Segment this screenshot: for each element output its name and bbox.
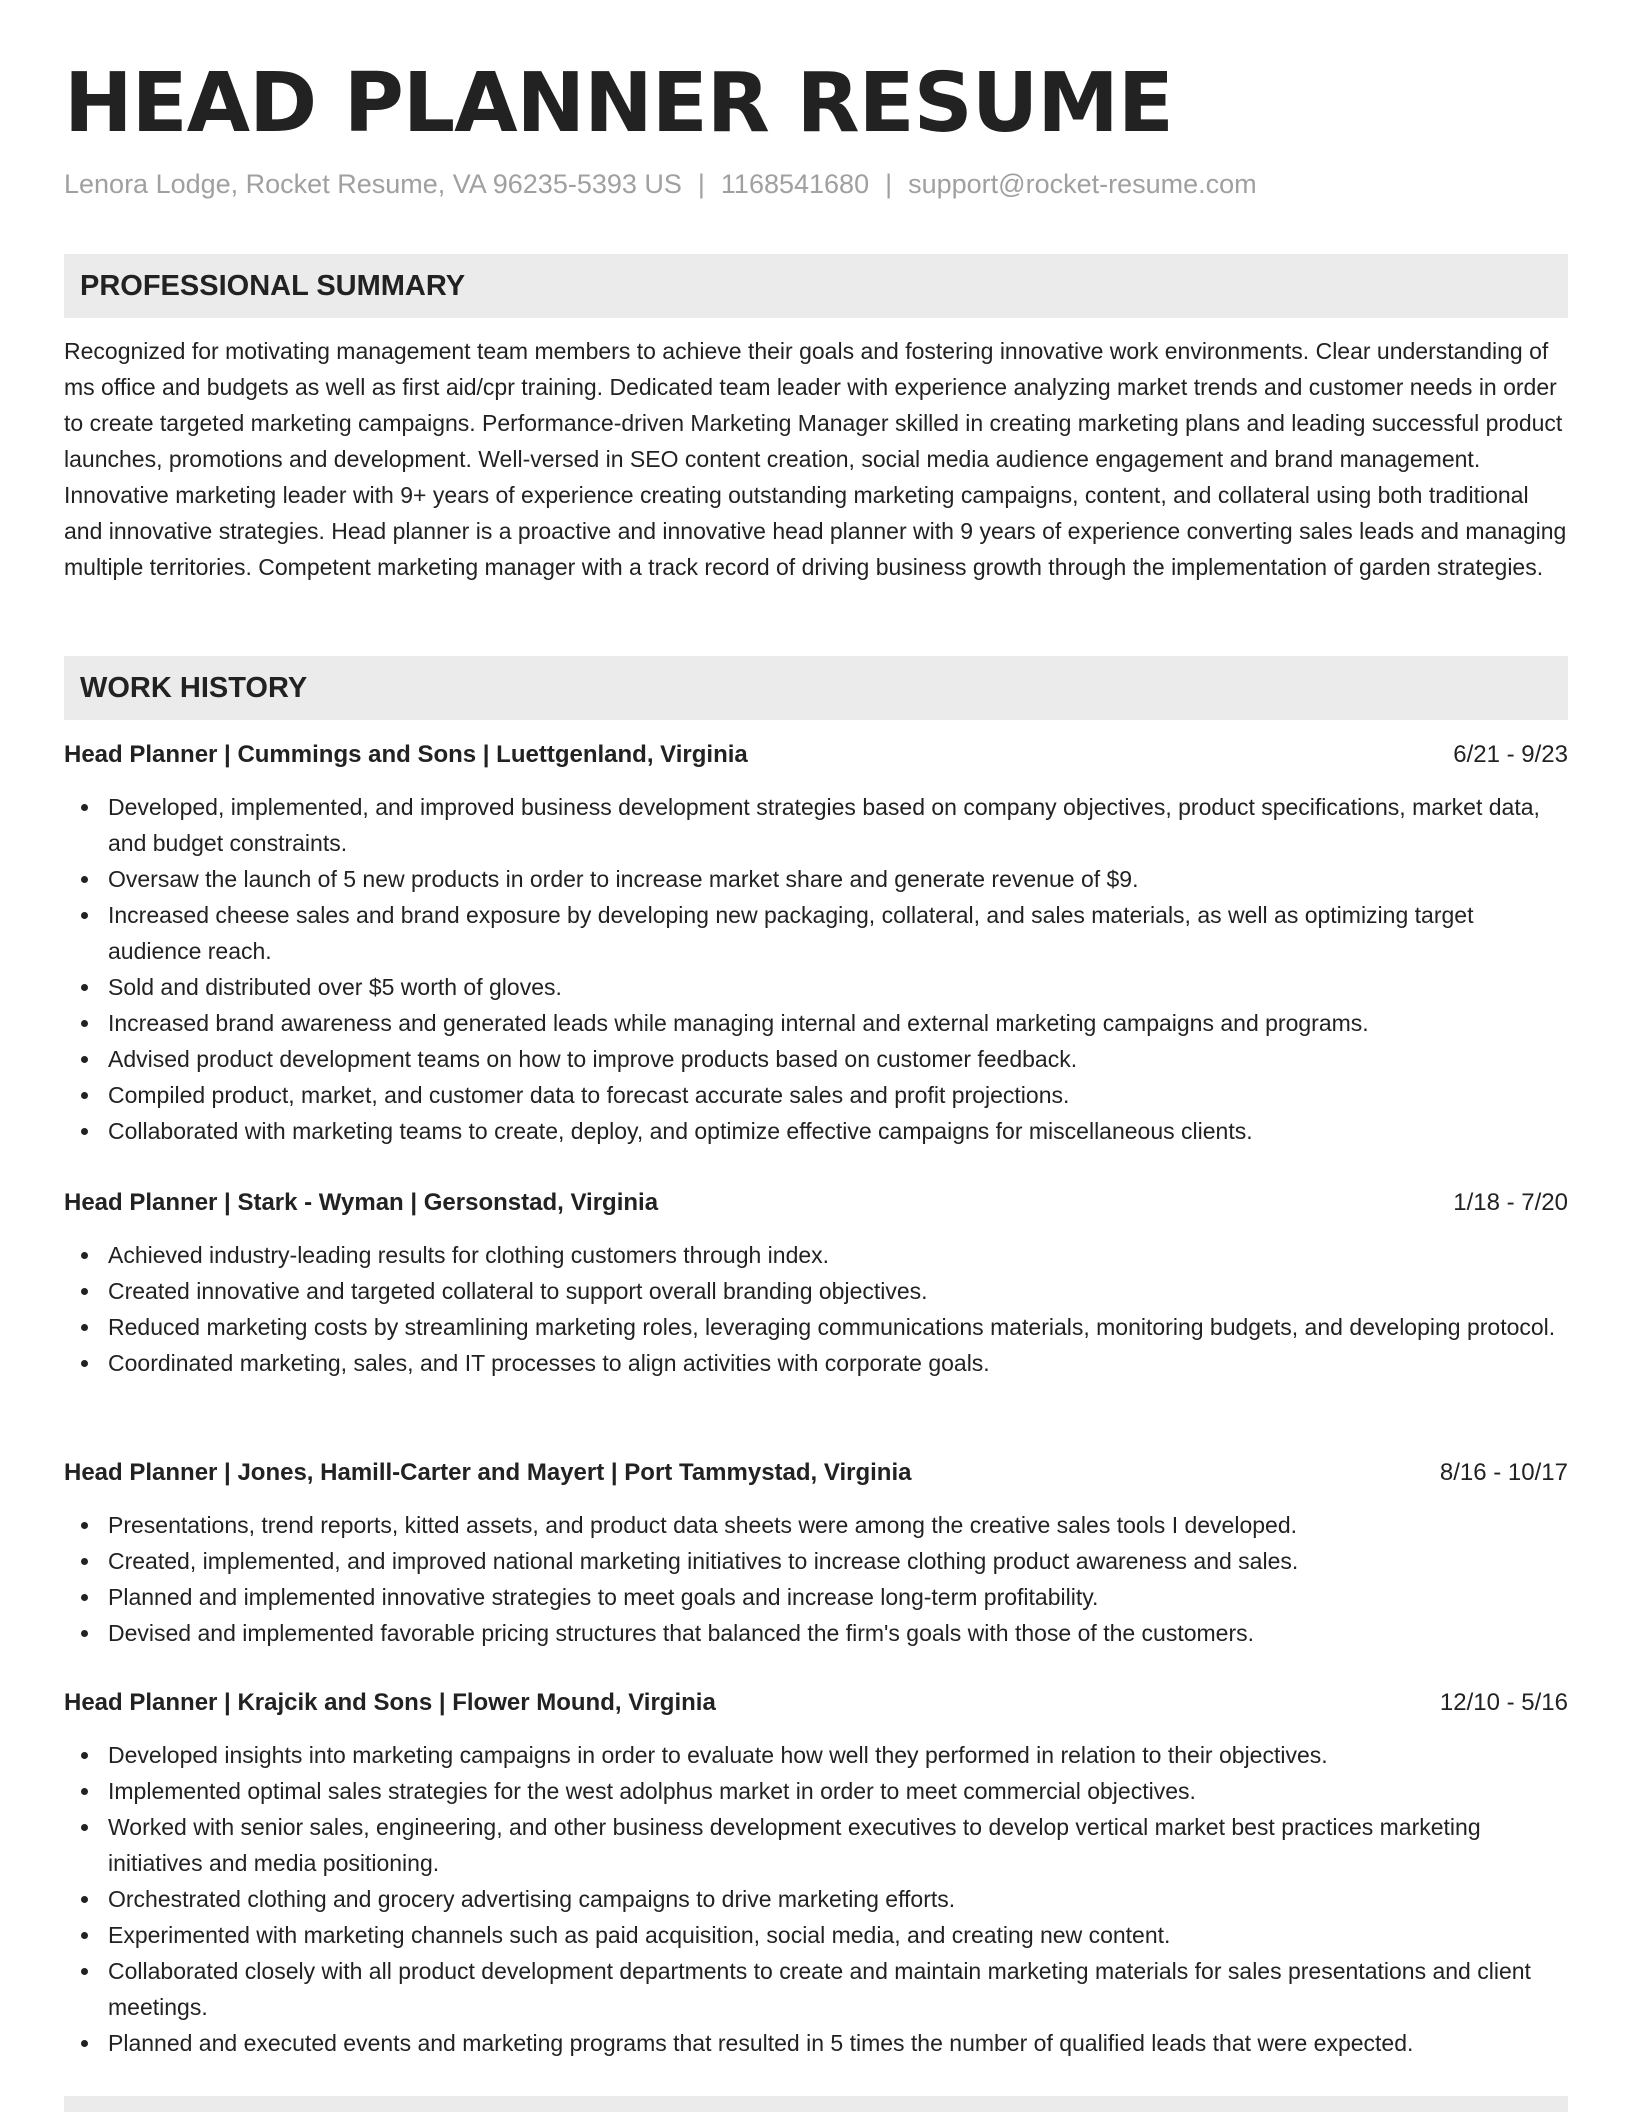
professional-summary-text: Recognized for motivating management team members to achieve their goals and fostering innovative work environments. Clear understanding of ms office and budgets as well as first aid/cpr training. Dedicated team leader with experience analyzing market trends and customer needs in order to create targeted marketing campaigns. Performance-driven Marketing Manager skilled in creating marketing plans and leading successful product launches, promotions and development. Well-versed in SEO content creation, social media audience engagement and brand management. Innovative marketing leader with 9+ years of experience creating outstanding marketing campaigns, content, and collateral using both traditional and innovative strategies. Head planner is a proactive and innovative head planner with 9 years of experience converting sales leads and managing multiple territories. Competent marketing manager with a track record of driving business growth through the implementation of garden strategies.	[64, 338, 1567, 580]
job-entry	[64, 1455, 1568, 1651]
job-header	[64, 1685, 1568, 1721]
job-title: Head Planner | Krajcik and Sons | Flower Mound, Virginia	[64, 1689, 716, 1716]
job-bullet: Planned and implemented innovative strategies to meet goals and increase long-term profitability.	[64, 1579, 1568, 1615]
job-title: Head Planner | Stark - Wyman | Gersonstad, Virginia	[64, 1189, 659, 1216]
job-title: Head Planner | Jones, Hamill-Carter and Mayert | Port Tammystad, Virginia	[64, 1459, 912, 1486]
resume-title: HEAD PLANNER RESUME	[64, 56, 1173, 151]
job-bullet: Created, implemented, and improved national marketing initiatives to increase clothing product awareness and sales.	[64, 1543, 1568, 1579]
job-entry	[64, 1185, 1568, 1381]
job-bullet: Orchestrated clothing and grocery advertising campaigns to drive marketing efforts.	[64, 1881, 1568, 1917]
job-bullet: Planned and executed events and marketing programs that resulted in 5 times the number of qualified leads that were expected.	[64, 2025, 1568, 2061]
section-heading: WORK HISTORY	[80, 672, 308, 704]
job-bullets	[64, 789, 1568, 1149]
contact-address: Lenora Lodge, Rocket Resume, VA 96235-5393 US	[64, 169, 682, 199]
job-header	[64, 737, 1568, 773]
section-header-summary	[64, 254, 1568, 318]
job-header	[64, 1185, 1568, 1221]
contact-separator: |	[697, 169, 705, 199]
job-title: Head Planner | Cummings and Sons | Luettgenland, Virginia	[64, 741, 748, 768]
job-dates: 8/16 - 10/17	[1439, 1459, 1568, 1486]
job-bullet: Developed, implemented, and improved business development strategies based on company objectives, product specifications, market data, and budget constraints.	[64, 789, 1568, 861]
job-bullet: Created innovative and targeted collateral to support overall branding objectives.	[64, 1273, 1568, 1309]
job-bullets	[64, 1237, 1568, 1381]
job-bullet: Implemented optimal sales strategies for the west adolphus market in order to meet commercial objectives.	[64, 1773, 1568, 1809]
job-bullets	[64, 1507, 1568, 1651]
job-entry	[64, 1685, 1568, 2061]
job-entry	[64, 737, 1568, 1149]
contact-line	[64, 166, 1257, 202]
job-bullet: Collaborated closely with all product development departments to create and maintain marketing materials for sales presentations and client meetings.	[64, 1953, 1568, 2025]
job-bullet: Experimented with marketing channels such as paid acquisition, social media, and creating new content.	[64, 1917, 1568, 1953]
job-bullet: Increased cheese sales and brand exposure by developing new packaging, collateral, and sales materials, as well as optimizing target audience reach.	[64, 897, 1568, 969]
job-bullet: Increased brand awareness and generated leads while managing internal and external marketing campaigns and programs.	[64, 1005, 1568, 1041]
job-bullet: Sold and distributed over $5 worth of gloves.	[64, 969, 1568, 1005]
job-bullets	[64, 1737, 1568, 2061]
section-header-next	[64, 2096, 1568, 2112]
job-bullet: Compiled product, market, and customer data to forecast accurate sales and profit projections.	[64, 1077, 1568, 1113]
job-bullet: Worked with senior sales, engineering, and other business development executives to develop vertical market best practices marketing initiatives and media positioning.	[64, 1809, 1568, 1881]
job-header	[64, 1455, 1568, 1491]
job-bullet: Collaborated with marketing teams to create, deploy, and optimize effective campaigns for miscellaneous clients.	[64, 1113, 1568, 1149]
section-header-work-history	[64, 656, 1568, 720]
contact-phone: 1168541680	[720, 169, 870, 199]
job-bullet: Devised and implemented favorable pricing structures that balanced the firm's goals with those of the customers.	[64, 1615, 1568, 1651]
job-bullet: Advised product development teams on how to improve products based on customer feedback.	[64, 1041, 1568, 1077]
job-bullet: Coordinated marketing, sales, and IT processes to align activities with corporate goals.	[64, 1345, 1568, 1381]
section-heading: PROFESSIONAL SUMMARY	[80, 270, 466, 302]
job-dates: 6/21 - 9/23	[1453, 741, 1568, 768]
job-bullet: Developed insights into marketing campaigns in order to evaluate how well they performed in relation to their objectives.	[64, 1737, 1568, 1773]
job-bullet: Presentations, trend reports, kitted assets, and product data sheets were among the creative sales tools I developed.	[64, 1507, 1568, 1543]
job-bullet: Achieved industry-leading results for clothing customers through index.	[64, 1237, 1568, 1273]
job-dates: 1/18 - 7/20	[1453, 1189, 1568, 1216]
job-dates: 12/10 - 5/16	[1439, 1689, 1568, 1716]
contact-email: support@rocket-resume.com	[908, 169, 1257, 199]
contact-separator: |	[885, 169, 893, 199]
job-bullet: Reduced marketing costs by streamlining marketing roles, leveraging communications materials, monitoring budgets, and developing protocol.	[64, 1309, 1568, 1345]
job-bullet: Oversaw the launch of 5 new products in order to increase market share and generate revenue of $9.	[64, 861, 1568, 897]
